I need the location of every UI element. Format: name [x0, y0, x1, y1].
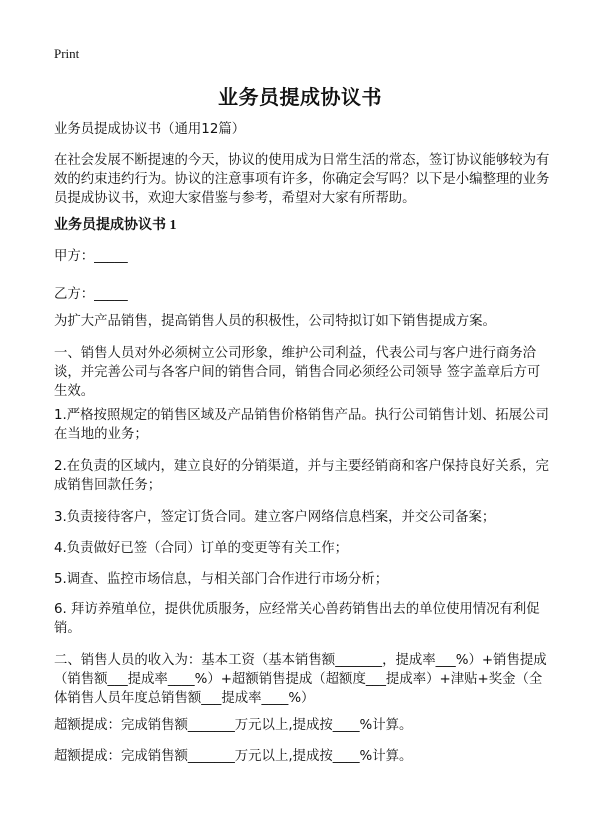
duty-item-6: 6. 拜访养殖单位，提供优质服务，应经常关心兽药销售出去的单位使用情况有利促销。	[54, 602, 540, 636]
duty-item-2: 2.在负责的区域内，建立良好的分销渠道，并与主要经销商和客户保持良好关系，完成销售回款任务；	[54, 459, 549, 493]
section-heading: 业务员提成协议书 1	[54, 218, 177, 233]
document-subtitle: 业务员提成协议书（通用12篇）	[54, 122, 246, 137]
clause-1-paragraph: 一、销售人员对外必须树立公司形象，维护公司利益，代表公司与客户进行商务洽谈，并完善公司与各客户间的销售合同，销售合同必须经公司领导 签字盖章后方可生效。	[54, 346, 541, 399]
document-title: 业务员提成协议书	[218, 85, 382, 109]
party-a-line: 甲方：_____	[54, 249, 128, 264]
duty-item-1: 1.严格按照规定的销售区域及产品销售价格销售产品。执行公司销售计划、拓展公司在当地的业务；	[54, 408, 549, 442]
bonus-line-2: 超额提成：完成销售额_______万元以上,提成按____%计算。	[54, 749, 413, 764]
duty-item-4: 4.负责做好已签（合同）订单的变更等有关工作；	[54, 541, 348, 556]
clause-2-paragraph: 二、销售人员的收入为：基本工资（基本销售额_______，提成率___%）+销售提成（销售额___提成率____%）+超额销售提成（超额度___提成率）+津贴+奖金（全体销售人员年度总销售额___提成率____%）	[54, 653, 547, 706]
intro-paragraph: 在社会发展不断提速的今天，协议的使用成为日常生活的常态，签订协议能够较为有效的约束违约行为。协议的注意事项有许多，你确定会写吗？以下是小编整理的业务员提成协议书，欢迎大家借鉴与参考，希望对大家有所帮助。	[54, 153, 550, 206]
duty-item-3: 3.负责接待客户，签定订货合同。建立客户网络信息档案，并交公司备案；	[54, 510, 496, 525]
purpose-paragraph: 为扩大产品销售，提高销售人员的积极性，公司特拟订如下销售提成方案。	[54, 314, 496, 329]
party-b-line: 乙方：_____	[54, 287, 128, 302]
bonus-line-1: 超额提成：完成销售额_______万元以上,提成按____%计算。	[54, 718, 413, 733]
duty-item-5: 5.调查、监控市场信息，与相关部门合作进行市场分析；	[54, 572, 389, 587]
print-link[interactable]: Print	[54, 46, 80, 61]
